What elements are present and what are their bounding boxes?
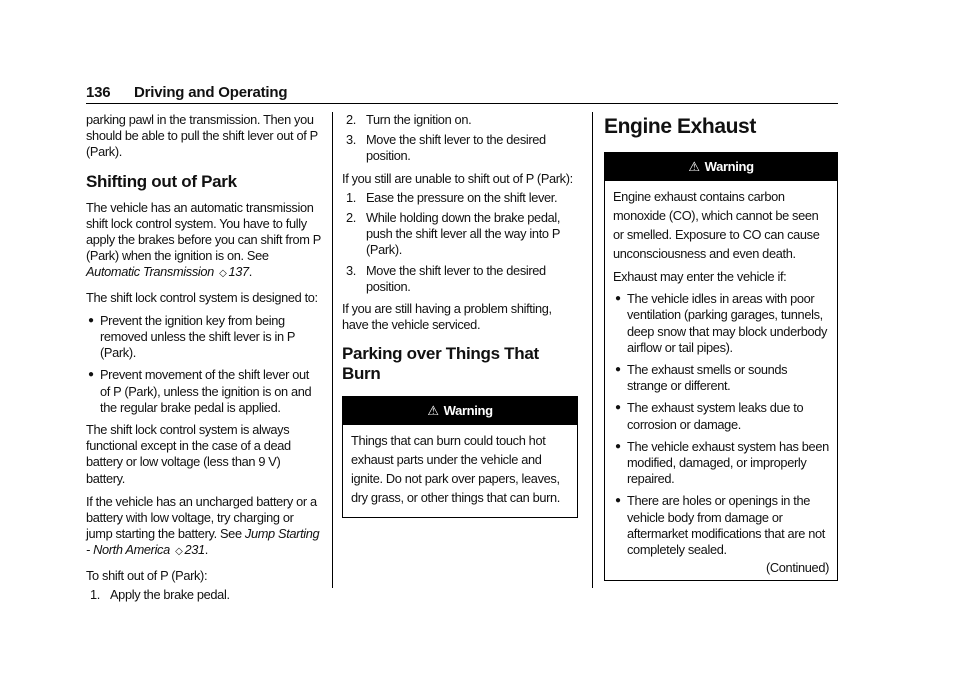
warning-body [605, 181, 837, 580]
designed-to-paragraph: The shift lock control system is designed to: [86, 289, 318, 305]
unable-steps-list [342, 190, 578, 295]
list-item: ● Prevent movement of the shift lever out of P (Park), unless the ignition is on and the regular brake pedal is applied. [88, 367, 312, 415]
list-item: ● There are holes or openings in the vehicle body from damage or aftermarket modifications that are not completely sealed. [615, 493, 825, 558]
list-item: ● The vehicle exhaust system has been modified, damaged, or improperly repaired. [615, 438, 829, 487]
page-reference-arrow-icon: ◇ [219, 268, 227, 280]
page-number: 136 [86, 84, 111, 101]
page-ref-137[interactable]: 137 [228, 264, 249, 280]
shift-steps-list [86, 587, 322, 603]
exhaust-warning-box [604, 152, 838, 581]
parking-warning-box [342, 396, 578, 518]
automatic-transmission-link[interactable]: Automatic Transmission [86, 264, 214, 280]
exhaust-bullets [613, 291, 829, 558]
shift-steps-continued [342, 112, 578, 165]
still-problem-paragraph: If you are still having a problem shifting, have the vehicle serviced. [342, 301, 552, 333]
header-rule [86, 103, 838, 104]
bullet-icon: ● [88, 314, 94, 326]
list-item: ● The exhaust system leaks due to corrosion or damage. [615, 400, 804, 432]
list-item: 3. Move the shift lever to the desired position. [346, 132, 546, 164]
list-item: ● The vehicle idles in areas with poor ventilation (parking garages, tunnels, deep snow that may block underbody airflow or tail pipes). [615, 291, 828, 355]
exhaust-may-enter-text: Exhaust may enter the vehicle if: [613, 269, 787, 284]
warning-title: Warning [443, 403, 493, 419]
bullet-icon: ● [615, 440, 621, 452]
continued-label: (Continued) [765, 560, 829, 576]
warning-header [605, 153, 837, 181]
list-item: ● Prevent the ignition key from being removed unless the shift lever is in P (Park). [88, 312, 295, 361]
engine-exhaust-heading: Engine Exhaust [604, 115, 756, 138]
parking-warning-text: Things that can burn could touch hot exhaust parts under the vehicle and ignite. Do not park over papers, leaves, dry grass, or other things that can burn. [351, 433, 561, 506]
warning-body [343, 425, 577, 517]
to-shift-paragraph: To shift out of P (Park): [86, 567, 208, 583]
co-warning-text: Engine exhaust contains carbon monoxide (CO), which cannot be seen or smelled. Exposure to CO can cause unconsciousness and even death. [613, 189, 820, 261]
intro-paragraph: parking pawl in the transmission. Then you should be able to pull the shift lever out of P (Park). [86, 112, 318, 160]
still-unable-paragraph: If you still are unable to shift out of P (Park): [342, 170, 573, 186]
column-3 [604, 112, 838, 581]
jump-starting-link[interactable]: Jump Starting - North America [86, 526, 320, 558]
warning-title: Warning [704, 159, 754, 174]
parking-over-things-heading: Parking over Things That Burn [342, 344, 539, 384]
shift-lock-paragraph: The vehicle has an automatic transmission shift lock control system. You have to fully apply the brakes before you can shift from P (Park) when the ignition is on. See Automatic Transmission ◇ 137. [86, 199, 321, 280]
column-divider-left [332, 112, 333, 588]
dead-battery-paragraph: The shift lock control system is always functional except in the case of a dead battery or low voltage (less than 9 V) battery. [86, 422, 291, 486]
shift-lock-bullets [86, 313, 322, 416]
column-1 [86, 112, 322, 609]
list-item: 2. Turn the ignition on. [346, 112, 472, 127]
bullet-icon: ● [615, 495, 621, 507]
list-item: ● The exhaust smells or sounds strange or different. [615, 362, 788, 394]
page-ref-231[interactable]: 231 [184, 542, 205, 558]
shifting-out-of-park-heading: Shifting out of Park [86, 171, 237, 191]
warning-icon: ⚠ [427, 403, 439, 419]
bullet-icon: ● [615, 402, 621, 414]
warning-icon: ⚠ [688, 159, 700, 174]
warning-header [343, 397, 577, 425]
bullet-icon: ● [615, 293, 621, 305]
bullet-icon: ● [615, 364, 621, 376]
page-reference-arrow-icon: ◇ [175, 546, 183, 558]
list-item: 1. Ease the pressure on the shift lever. [346, 189, 558, 205]
column-2 [342, 112, 578, 518]
column-divider-right [592, 112, 593, 588]
list-item: 2. While holding down the brake pedal, push the shift lever all the way into P (Park). [346, 210, 561, 258]
list-item: 3. Move the shift lever to the desired position. [346, 262, 546, 294]
bullet-icon: ● [88, 369, 94, 381]
jump-start-paragraph: If the vehicle has an uncharged battery or a battery with low voltage, try charging or jump starting the battery. See Jump Starting - North America ◇ 231. [86, 493, 320, 558]
list-item: 1. Apply the brake pedal. [90, 586, 230, 602]
section-title: Driving and Operating [134, 84, 288, 101]
